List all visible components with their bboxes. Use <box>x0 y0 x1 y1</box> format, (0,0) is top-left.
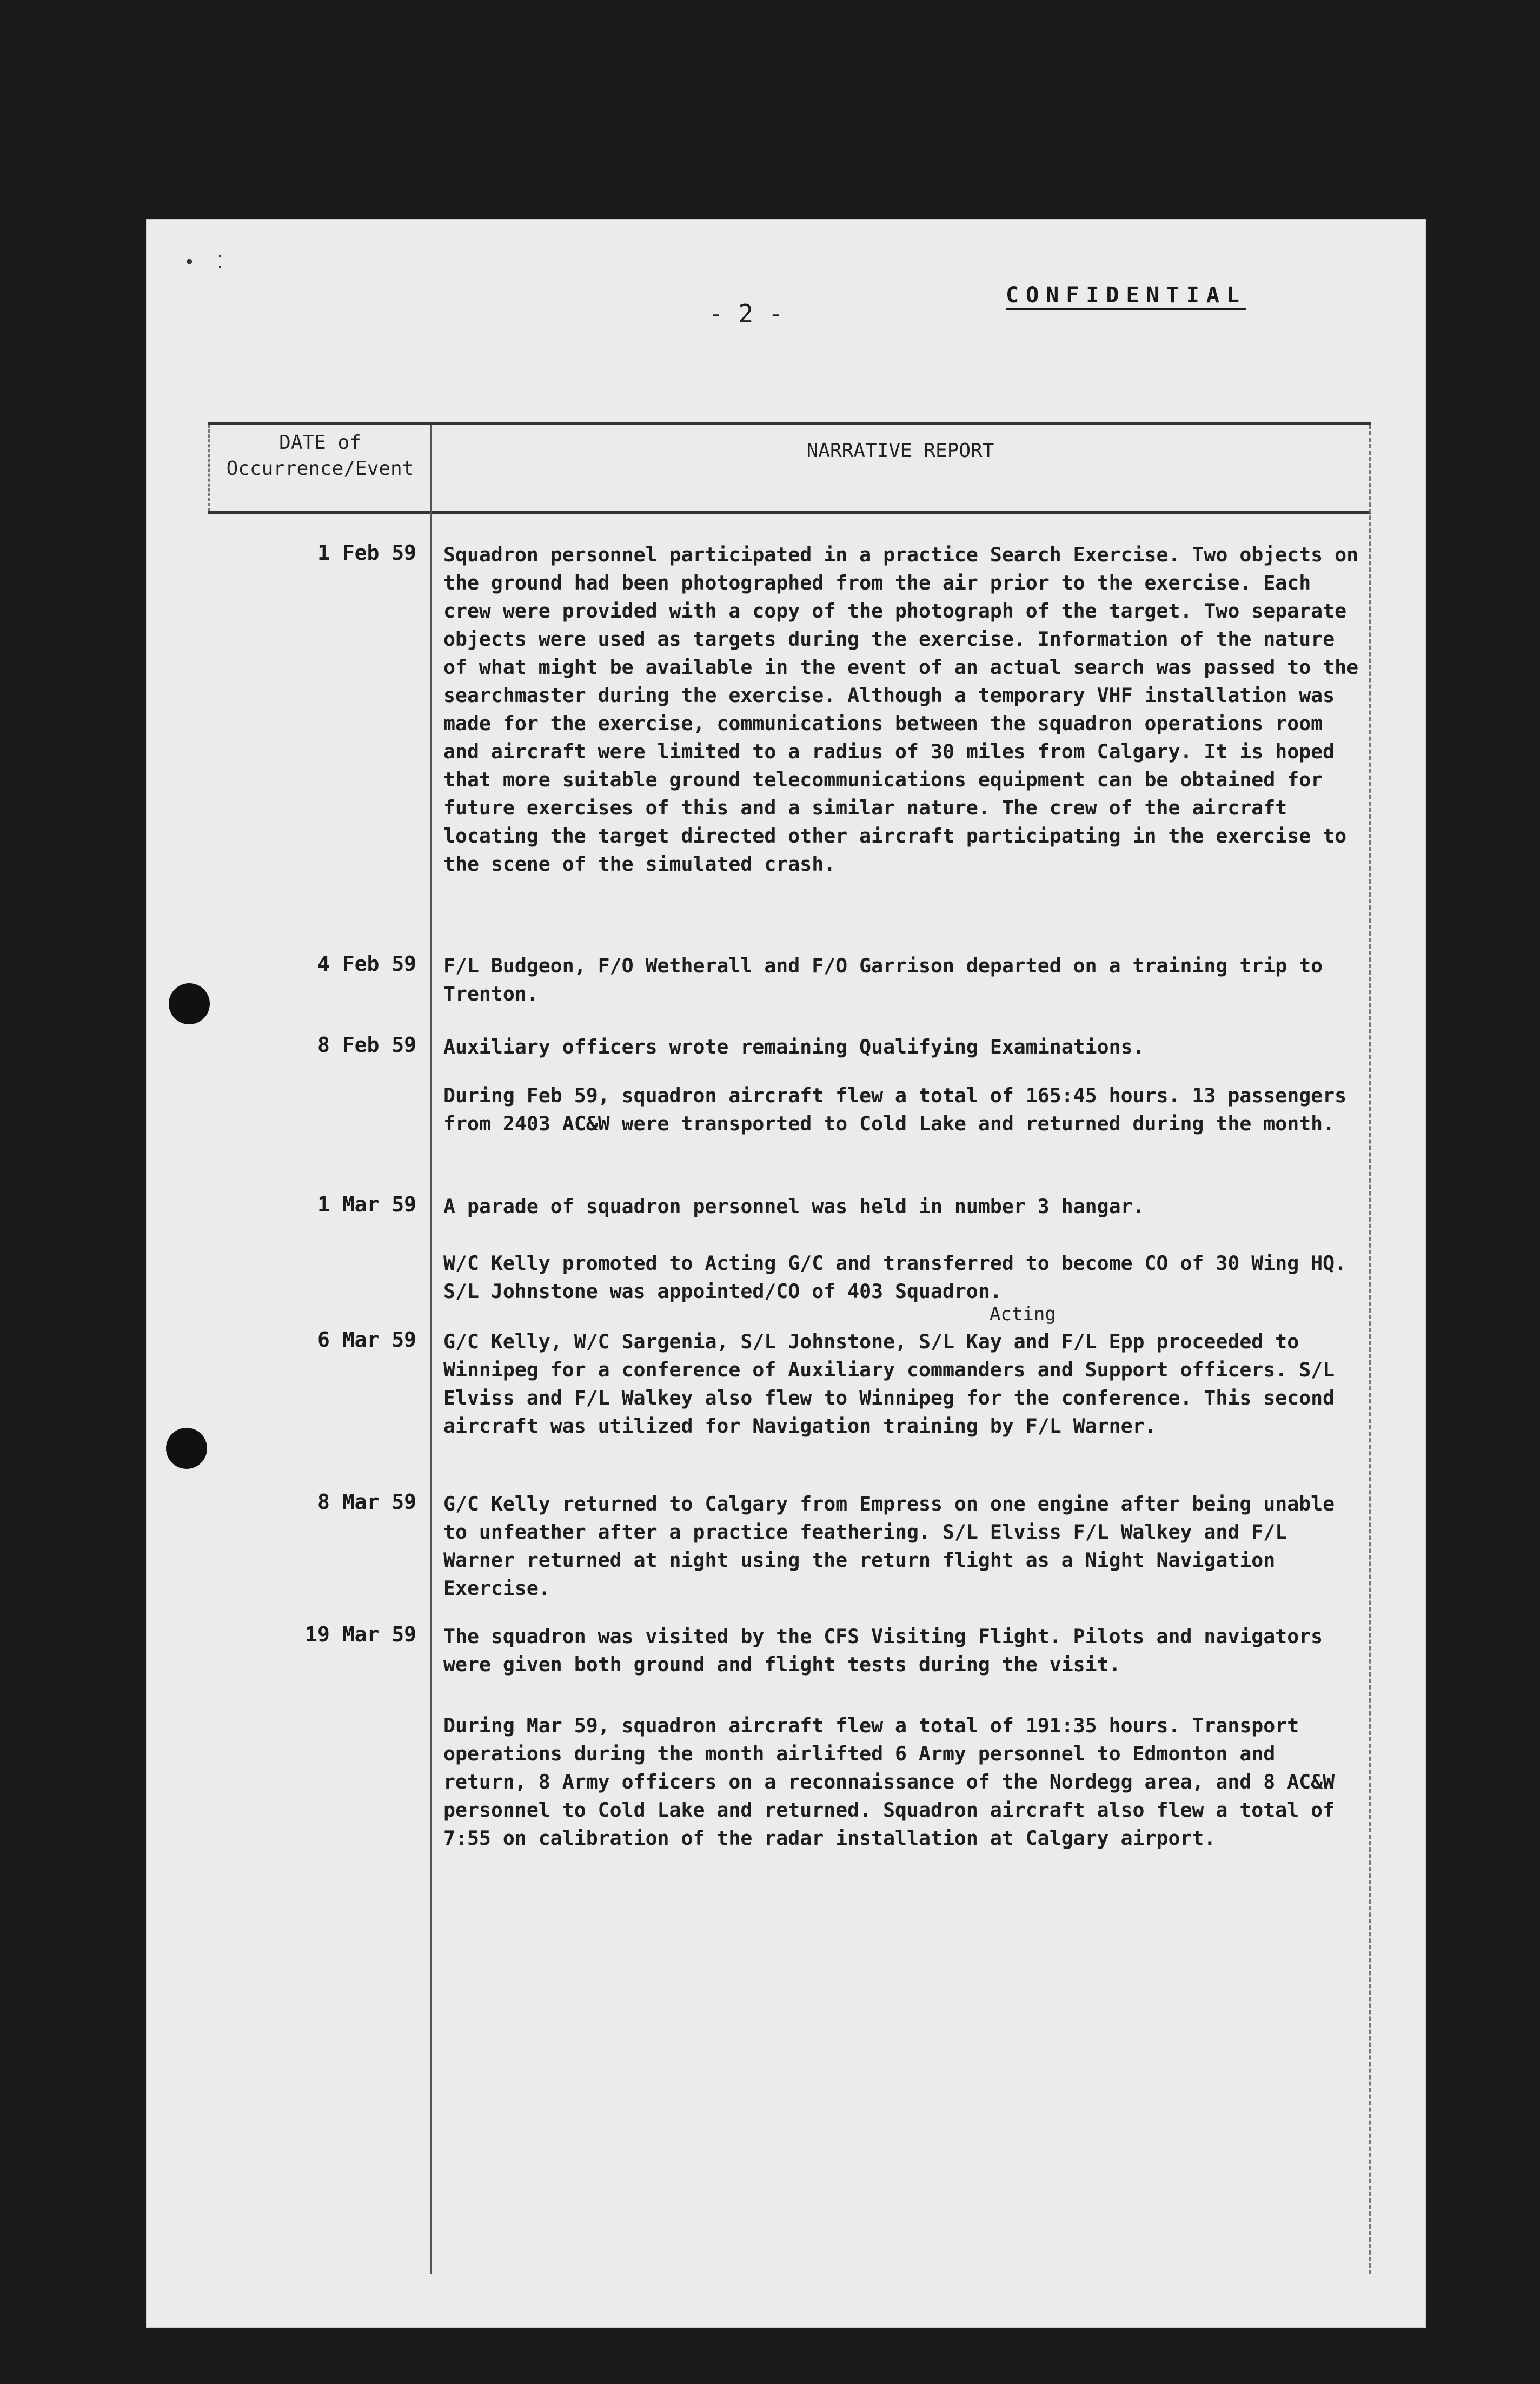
entry-narrative: Auxiliary officers wrote remaining Qualifying Examinations. <box>443 1035 1145 1058</box>
entry-narrative: During Feb 59, squadron aircraft flew a total of 165:45 hours. 13 passengers from 2403 AC&W were transported to Cold Lake and returned during the month. <box>443 1084 1347 1135</box>
document-page <box>146 219 1426 2328</box>
punch-hole <box>169 983 210 1024</box>
column-header-narrative: NARRATIVE REPORT <box>806 440 994 462</box>
entry-date: 4 Feb 59 <box>317 952 416 976</box>
entry-date: 8 Feb 59 <box>317 1033 416 1057</box>
entry-narrative: A parade of squadron personnel was held in number 3 hangar. <box>443 1195 1145 1218</box>
entry-narrative: G/C Kelly, W/C Sargenia, S/L Johnstone, S/L Kay and F/L Epp proceeded to Winnipeg for a conference of Auxiliary commanders and Support officers. S/L Elviss and F/L Walkey also flew to Winnipeg for the conference. This second aircraft was utilized for Navigation training by F/L Warner. <box>443 1330 1335 1438</box>
table-right-edge <box>1369 425 1372 2274</box>
entry-narrative: During Mar 59, squadron aircraft flew a total of 191:35 hours. Transport operations during the month airlifted 6 Army personnel to Edmonton and return, 8 Army officers on a reconnaissance of the Nordegg area, and 8 AC&W personnel to Cold Lake and returned. Squadron aircraft also flew a total of 7:55 on calibration of the radar installation at Calgary airport. <box>443 1714 1335 1850</box>
entry-narrative: Squadron personnel participated in a practice Search Exercise. Two objects on the ground had been photographed from the air prior to the exercise. Each crew were provided with a copy of the photograph of the target. Two separate objects were used as targets during the exercise. Information of the nature of what might be available in the event of an actual search was passed to the searchmaster during the exercise. Although a temporary VHF installation was made for the exercise, communications between the squadron operations room and aircraft were limited to a radius of 30 miles from Calgary. It is hoped that more suitable ground telecommunications equipment can be obtained for future exercises of this and a similar nature. The crew of the aircraft locating the target directed other aircraft participating in the exercise to the scene of the simulated crash. <box>443 543 1359 876</box>
entry-narrative: G/C Kelly returned to Calgary from Empress on one engine after being unable to unfeather after a practice feathering. S/L Elviss F/L Walkey and F/L Warner returned at night using the return flight as a Night Navigation Exercise. <box>443 1492 1335 1600</box>
scan-speckle: • ⁚ <box>184 251 223 273</box>
table-header-rule <box>208 511 1371 514</box>
entry-narrative: The squadron was visited by the CFS Visiting Flight. Pilots and navigators were given both ground and flight tests during the visit. <box>443 1625 1323 1676</box>
entry-date: 1 Mar 59 <box>317 1193 416 1216</box>
classification-marking: CONFIDENTIAL <box>1006 283 1246 308</box>
entry-date: 19 Mar 59 <box>305 1623 416 1646</box>
column-header-date: DATE of Occurrence/Event <box>226 432 414 480</box>
entry-date: 8 Mar 59 <box>317 1490 416 1514</box>
handwritten-insertion: Acting <box>990 1303 1056 1325</box>
entry-date: 6 Mar 59 <box>317 1328 416 1352</box>
entry-narrative: W/C Kelly promoted to Acting G/C and transferred to become CO of 30 Wing HQ. S/L Johnstone was appointed/CO of 403 Squadron. <box>443 1251 1347 1303</box>
punch-hole <box>166 1428 207 1469</box>
table-top-rule <box>208 422 1371 425</box>
page-number: - 2 - <box>708 299 784 328</box>
column-divider <box>430 425 432 2274</box>
entry-narrative: F/L Budgeon, F/O Wetherall and F/O Garrison departed on a training trip to Trenton. <box>443 954 1323 1005</box>
table-left-edge <box>208 425 211 511</box>
entry-date: 1 Feb 59 <box>317 541 416 565</box>
